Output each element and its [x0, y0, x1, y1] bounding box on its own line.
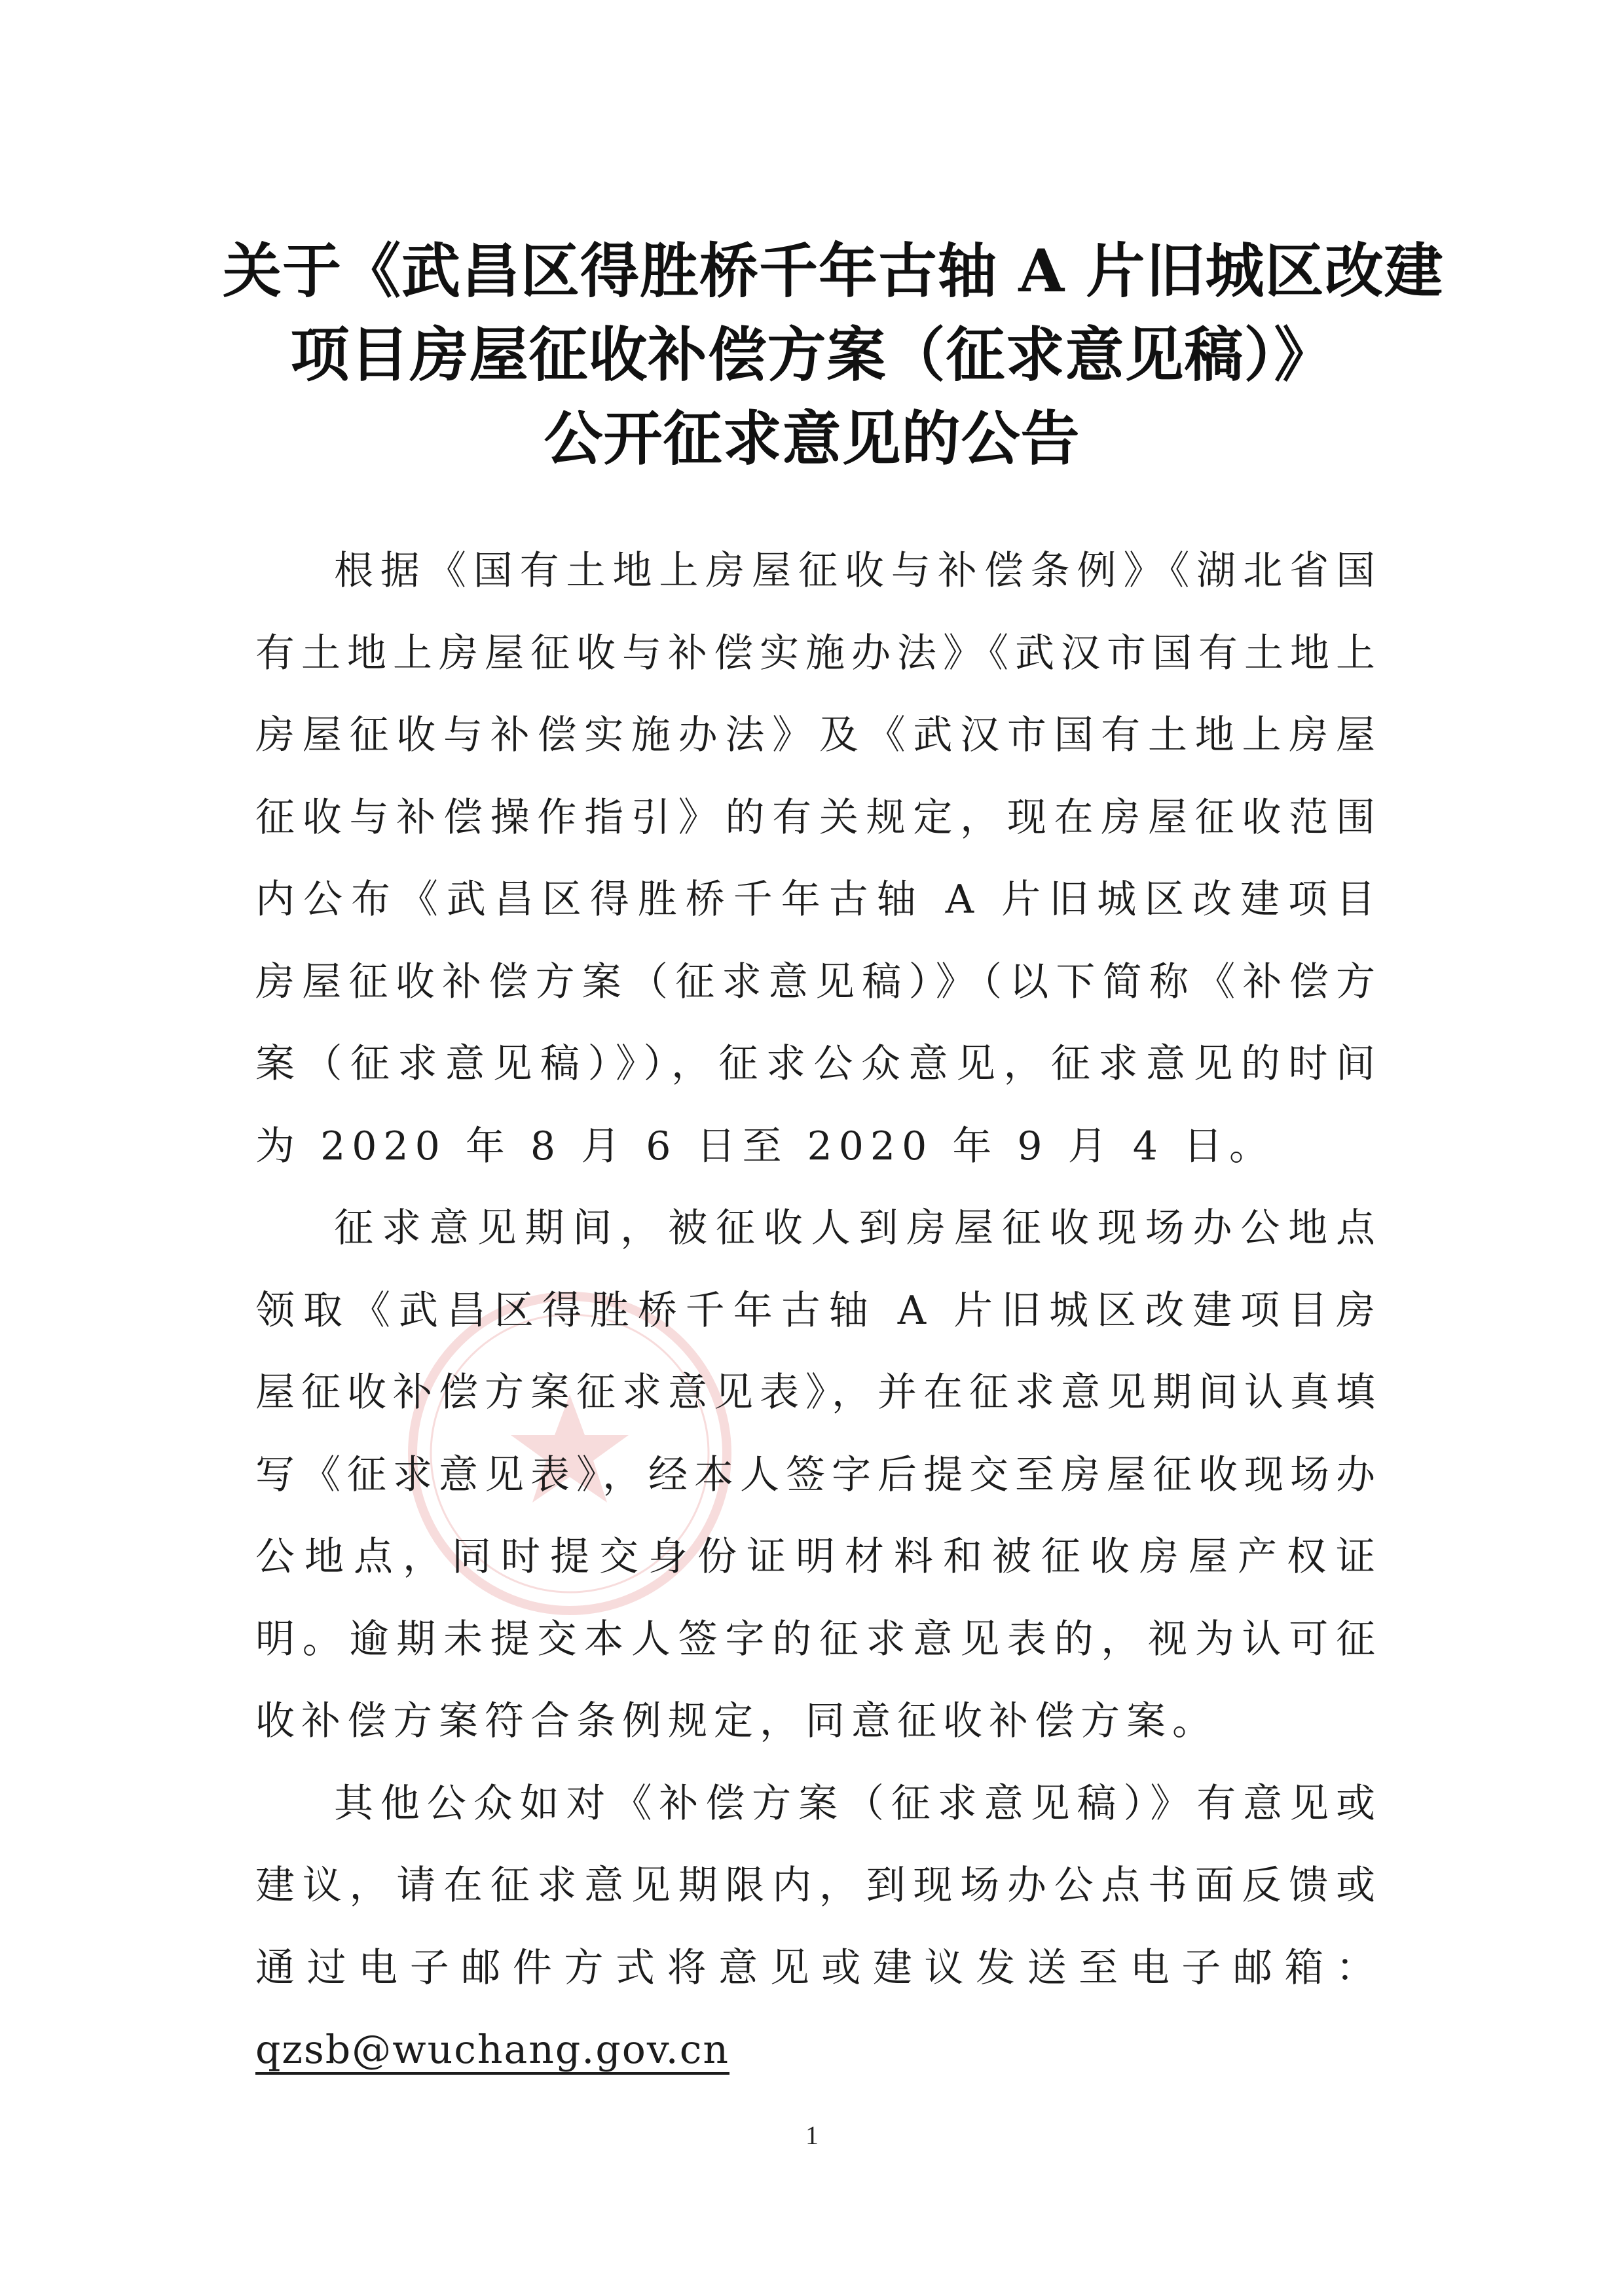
feedback-email-link[interactable]: qzsb@wuchang.gov.cn [255, 2027, 729, 2073]
title-line-1: 关于《武昌区得胜桥千年古轴 A 片旧城区改建 [223, 236, 1444, 306]
document-title [223, 229, 1444, 481]
paragraph-public-feedback [255, 1763, 1382, 2092]
title-line-2: 项目房屋征收补偿方案（征求意见稿）》 [290, 320, 1334, 390]
announcement-body [255, 530, 1382, 2092]
paragraph-comment-period: 征求意见期间，被征收人到房屋征收现场办公地点领取《武昌区得胜桥千年古轴 A 片旧城区改建项目房屋征收补偿方案征求意见表》，并在征求意见期间认真填写《征求意见表》，经本人签字后提交至房屋征收现场办公地点，同时提交身份证明材料和被征收房屋产权证明。逾期未提交本人签字的征求意见表的，视为认可征收补偿方案符合条例规定，同意征收补偿方案。 [255, 1205, 1382, 1744]
paragraph-legal-basis: 根据《国有土地上房屋征收与补偿条例》《湖北省国有土地上房屋征收与补偿实施办法》《武汉市国有土地上房屋征收与补偿实施办法》及《武汉市国有土地上房屋征收与补偿操作指引》的有关规定，现在房屋征收范围内公布《武昌区得胜桥千年古轴 A 片旧城区改建项目房屋征收补偿方案（征求意见稿）》（以下简称《补偿方案（征求意见稿）》），征求公众意见，征求意见的时间为 2020 年 8 月 6 日至 2020 年 9 月 4 日。 [255, 548, 1382, 1169]
title-line-3: 公开征求意见的公告 [544, 404, 1080, 474]
public-feedback-text: 其他公众如对《补偿方案（征求意见稿）》有意见或建议，请在征求意见期限内，到现场办公点书面反馈或通过电子邮件方式将意见或建议发送至电子邮箱： [255, 1780, 1382, 1991]
page-number: 1 [805, 2121, 819, 2150]
